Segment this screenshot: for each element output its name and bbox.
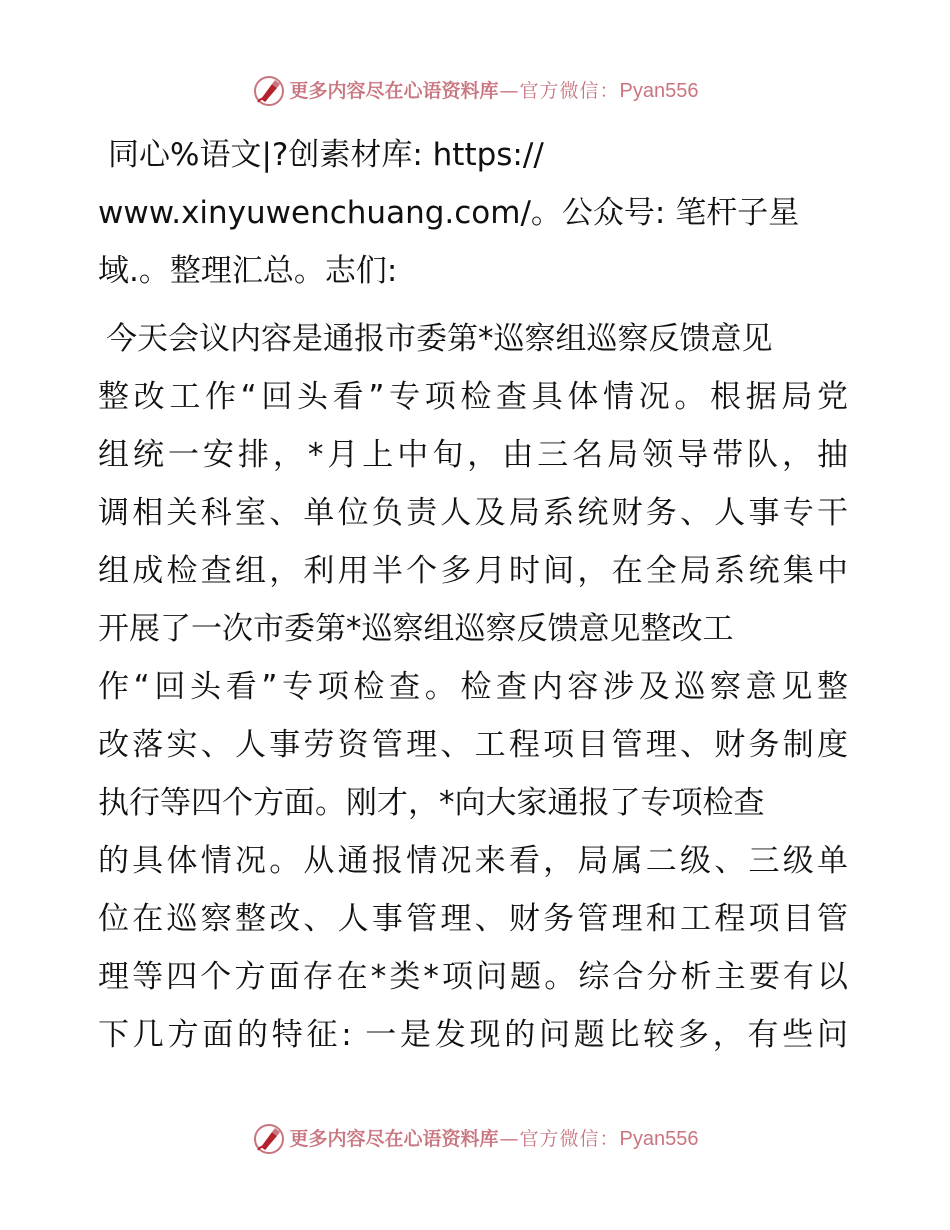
text-line: 改落实、人事劳资管理、工程项目管理、财务制度: [98, 727, 848, 763]
text-line: 组成检查组，利用半个多月时间，在全局系统集中: [98, 553, 848, 589]
pen-logo-icon: [252, 1122, 286, 1156]
text-line: 位在巡察整改、人事管理、财务管理和工程项目管: [98, 901, 848, 937]
text-line: 开展了一次市委第*巡察组巡察反馈意见整改工: [98, 611, 734, 647]
watermark-official-label: 官方微信：: [519, 1127, 620, 1150]
text-line: 的具体情况。从通报情况来看，局属二级、三级单: [98, 843, 848, 879]
text-line: 理等四个方面存在*类*项问题。综合分析主要有以: [98, 959, 848, 995]
main-paragraph: [98, 310, 848, 1064]
text-line: 同心%语文|?创素材库: https://: [108, 137, 544, 173]
watermark-slogan: 更多内容尽在心语资料库: [289, 79, 499, 102]
text-line: 今天会议内容是通报市委第*巡察组巡察反馈意见: [106, 321, 773, 357]
text-line: 下几方面的特征: 一是发现的问题比较多，有些问: [98, 1017, 848, 1053]
text-line: 整改工作“回头看”专项检查具体情况。根据局党: [98, 379, 848, 415]
intro-paragraph: [98, 126, 848, 300]
footer-watermark: [0, 1119, 950, 1159]
pen-logo-icon: [252, 74, 286, 108]
watermark-dash: —: [499, 79, 519, 102]
watermark-wechat-id: Pyan556: [619, 1128, 699, 1150]
document-body: [98, 126, 848, 1064]
watermark-slogan: 更多内容尽在心语资料库: [289, 1127, 499, 1150]
watermark-official-label: 官方微信：: [519, 79, 620, 102]
text-line: 作“回头看”专项检查。检查内容涉及巡察意见整: [98, 669, 848, 705]
text-line: 调相关科室、单位负责人及局系统财务、人事专干: [98, 495, 848, 531]
watermark-wechat-id: Pyan556: [619, 80, 699, 102]
text-line: 组统一安排，*月上中旬，由三名局领导带队，抽: [98, 437, 848, 473]
text-line: 执行等四个方面。刚才，*向大家通报了专项检查: [98, 785, 765, 821]
header-watermark: [0, 71, 950, 111]
watermark-dash: —: [499, 1127, 519, 1150]
text-line: www.xinyuwenchuang.com/。公众号: 笔杆子星: [98, 195, 800, 231]
text-line: 域.。整理汇总。志们:: [98, 253, 398, 289]
